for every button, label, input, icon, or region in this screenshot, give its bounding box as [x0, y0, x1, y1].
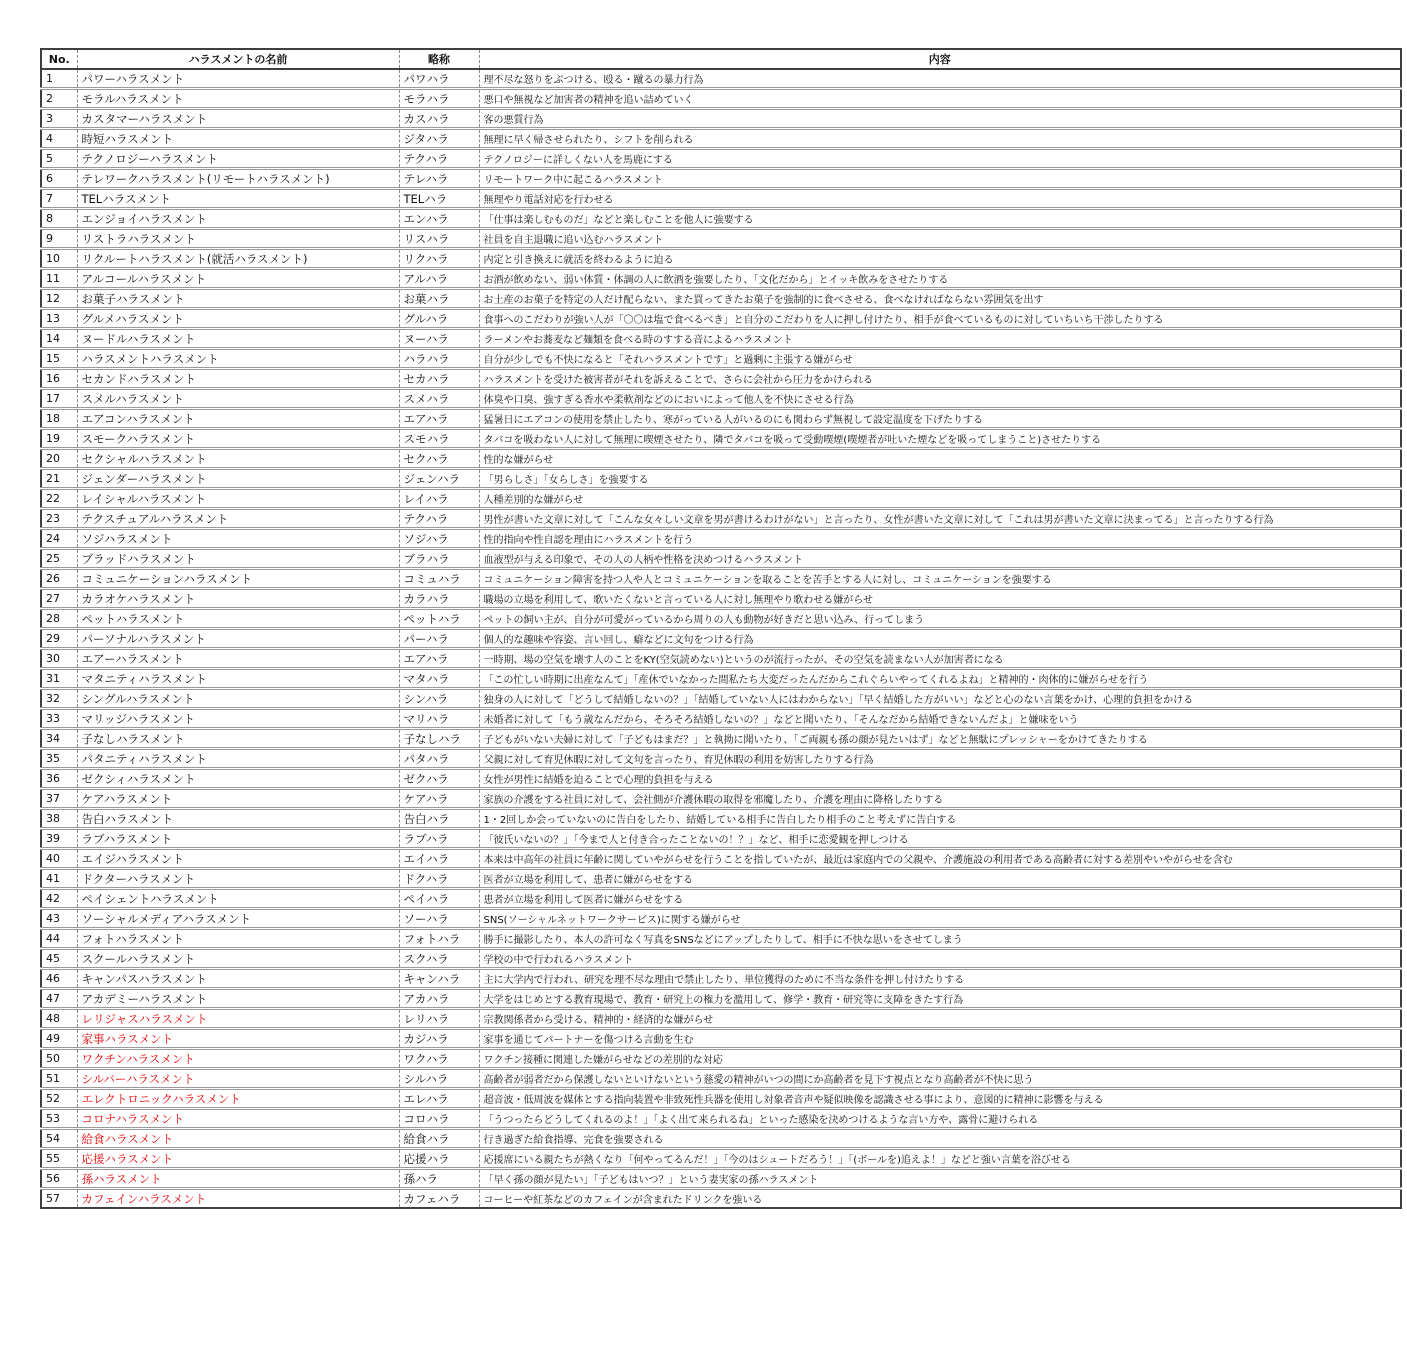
cell-no[interactable]: 5: [41, 149, 77, 169]
cell-abbreviation[interactable]: コロハラ: [399, 1109, 479, 1129]
table-row: [41, 369, 1401, 389]
table-row: [41, 969, 1401, 989]
cell-description[interactable]: 性的指向や性自認を理由にハラスメントを行う: [479, 529, 1401, 549]
cell-harassment-name[interactable]: レリジャスハラスメント: [77, 1009, 399, 1029]
cell-harassment-name[interactable]: エンジョイハラスメント: [77, 209, 399, 229]
cell-harassment-name[interactable]: リクルートハラスメント(就活ハラスメント): [77, 249, 399, 269]
cell-no[interactable]: 15: [41, 349, 77, 369]
cell-description[interactable]: ラーメンやお蕎麦など麺類を食べる時のすする音によるハラスメント: [479, 329, 1401, 349]
cell-harassment-name[interactable]: 孫ハラスメント: [77, 1169, 399, 1189]
cell-no[interactable]: 39: [41, 829, 77, 849]
cell-harassment-name[interactable]: 応援ハラスメント: [77, 1149, 399, 1169]
cell-harassment-name[interactable]: カラオケハラスメント: [77, 589, 399, 609]
cell-no[interactable]: 1: [41, 69, 77, 89]
cell-no[interactable]: 46: [41, 969, 77, 989]
header-row: [41, 49, 1401, 69]
cell-no[interactable]: 41: [41, 869, 77, 889]
table-row: [41, 909, 1401, 929]
table-row: [41, 449, 1401, 469]
table-row: [41, 1049, 1401, 1069]
table-row: [41, 1029, 1401, 1049]
table-row: [41, 1149, 1401, 1169]
cell-description[interactable]: 悪口や無視など加害者の精神を追い詰めていく: [479, 89, 1401, 109]
cell-description[interactable]: お酒が飲めない、弱い体質・体調の人に飲酒を強要したり、「文化だから」とイッキ飲みをさせたりする: [479, 269, 1401, 289]
table-row: [41, 209, 1401, 229]
cell-no[interactable]: 21: [41, 469, 77, 489]
cell-abbreviation[interactable]: レリハラ: [399, 1009, 479, 1029]
cell-description[interactable]: 「仕事は楽しむものだ」などと楽しむことを他人に強要する: [479, 209, 1401, 229]
cell-harassment-name[interactable]: ジェンダーハラスメント: [77, 469, 399, 489]
cell-no[interactable]: 25: [41, 549, 77, 569]
cell-no[interactable]: 51: [41, 1069, 77, 1089]
cell-abbreviation[interactable]: 応援ハラ: [399, 1149, 479, 1169]
cell-abbreviation[interactable]: キャンハラ: [399, 969, 479, 989]
cell-harassment-name[interactable]: テレワークハラスメント(リモートハラスメント): [77, 169, 399, 189]
table-row: [41, 869, 1401, 889]
cell-no[interactable]: 31: [41, 669, 77, 689]
cell-abbreviation[interactable]: 孫ハラ: [399, 1169, 479, 1189]
cell-no[interactable]: 13: [41, 309, 77, 329]
table-row: [41, 1109, 1401, 1129]
cell-harassment-name[interactable]: エアコンハラスメント: [77, 409, 399, 429]
cell-description[interactable]: 「男らしさ」「女らしさ」を強要する: [479, 469, 1401, 489]
cell-abbreviation[interactable]: ジェンハラ: [399, 469, 479, 489]
cell-description[interactable]: 猛暑日にエアコンの使用を禁止したり、寒がっている人がいるのにも関わらず無視して設定温度を下げたりする: [479, 409, 1401, 429]
cell-description[interactable]: 主に大学内で行われ、研究を理不尽な理由で禁止したり、単位獲得のために不当な条件を押し付けたりする: [479, 969, 1401, 989]
cell-no[interactable]: 22: [41, 489, 77, 509]
cell-description[interactable]: 自分が少しでも不快になると「それハラスメントです」と過剰に主張する嫌がらせ: [479, 349, 1401, 369]
cell-description[interactable]: お土産のお菓子を特定の人だけ配らない、また買ってきたお菓子を強制的に食べさせる、食べなければならない雰囲気を出す: [479, 289, 1401, 309]
cell-abbreviation[interactable]: ブラハラ: [399, 549, 479, 569]
cell-description[interactable]: 一時期、場の空気を壊す人のことをKY(空気読めない)というのが流行ったが、その空気を読まない人が加害者になる: [479, 649, 1401, 669]
cell-abbreviation[interactable]: セカハラ: [399, 369, 479, 389]
table-row: [41, 109, 1401, 129]
cell-harassment-name[interactable]: 家事ハラスメント: [77, 1029, 399, 1049]
table-row: [41, 349, 1401, 369]
cell-abbreviation[interactable]: パーハラ: [399, 629, 479, 649]
cell-abbreviation[interactable]: スメハラ: [399, 389, 479, 409]
cell-description[interactable]: 「彼氏いないの？」「今まで人と付き合ったことないの！？」など、相手に恋愛観を押しつける: [479, 829, 1401, 849]
cell-no[interactable]: 43: [41, 909, 77, 929]
cell-abbreviation[interactable]: 子なしハラ: [399, 729, 479, 749]
cell-no[interactable]: 4: [41, 129, 77, 149]
cell-description[interactable]: 家事を通じてパートナーを傷つける言動を生む: [479, 1029, 1401, 1049]
cell-no[interactable]: 8: [41, 209, 77, 229]
cell-no[interactable]: 27: [41, 589, 77, 609]
cell-description[interactable]: テクノロジーに詳しくない人を馬鹿にする: [479, 149, 1401, 169]
cell-harassment-name[interactable]: リストラハラスメント: [77, 229, 399, 249]
table-row: [41, 149, 1401, 169]
cell-description[interactable]: 人種差別的な嫌がらせ: [479, 489, 1401, 509]
table-row: [41, 729, 1401, 749]
table-row: [41, 989, 1401, 1009]
table-row: [41, 249, 1401, 269]
cell-description[interactable]: タバコを吸わない人に対して無理に喫煙させたり、隣でタバコを吸って受動喫煙(喫煙者が吐いた煙などを吸ってしまうこと)させたりする: [479, 429, 1401, 449]
table-row: [41, 309, 1401, 329]
cell-abbreviation[interactable]: ソーハラ: [399, 909, 479, 929]
cell-harassment-name[interactable]: TELハラスメント: [77, 189, 399, 209]
cell-no[interactable]: 49: [41, 1029, 77, 1049]
table-row: [41, 389, 1401, 409]
cell-harassment-name[interactable]: スクールハラスメント: [77, 949, 399, 969]
cell-abbreviation[interactable]: ペイハラ: [399, 889, 479, 909]
cell-harassment-name[interactable]: モラルハラスメント: [77, 89, 399, 109]
cell-harassment-name[interactable]: カフェインハラスメント: [77, 1189, 399, 1209]
cell-abbreviation[interactable]: モラハラ: [399, 89, 479, 109]
spreadsheet: [40, 48, 1402, 1209]
cell-description[interactable]: 独身の人に対して「どうして結婚しないの？」「結婚していない人にはわからない」「早く結婚した方がいい」などと心のない言葉をかけ、心理的負担をかける: [479, 689, 1401, 709]
cell-abbreviation[interactable]: スクハラ: [399, 949, 479, 969]
table-row: [41, 1089, 1401, 1109]
cell-abbreviation[interactable]: お菓ハラ: [399, 289, 479, 309]
cell-description[interactable]: 男性が書いた文章に対して「こんな女々しい文章を男が書けるわけがない」と言ったり、女性が書いた文章に対して「これは男が書いた文章に決まってる」と言ったりする行為: [479, 509, 1401, 529]
table-row: [41, 549, 1401, 569]
table-row: [41, 849, 1401, 869]
cell-description[interactable]: 社員を自主退職に追い込むハラスメント: [479, 229, 1401, 249]
cell-description[interactable]: 大学をはじめとする教育現場で、教育・研究上の権力を濫用して、修学・教育・研究等に支障をきたす行為: [479, 989, 1401, 1009]
cell-abbreviation[interactable]: エイハラ: [399, 849, 479, 869]
table-body: [41, 69, 1401, 1208]
cell-no[interactable]: 18: [41, 409, 77, 429]
cell-abbreviation[interactable]: ジタハラ: [399, 129, 479, 149]
table-row: [41, 169, 1401, 189]
cell-harassment-name[interactable]: カスタマーハラスメント: [77, 109, 399, 129]
cell-description[interactable]: 客の悪質行為: [479, 109, 1401, 129]
table-row: [41, 489, 1401, 509]
cell-harassment-name[interactable]: ラブハラスメント: [77, 829, 399, 849]
cell-description[interactable]: 家族の介護をする社員に対して、会社側が介護休暇の取得を邪魔したり、介護を理由に降格したりする: [479, 789, 1401, 809]
cell-no[interactable]: 2: [41, 89, 77, 109]
cell-no[interactable]: 23: [41, 509, 77, 529]
cell-abbreviation[interactable]: カラハラ: [399, 589, 479, 609]
cell-harassment-name[interactable]: ヌードルハラスメント: [77, 329, 399, 349]
cell-no[interactable]: 17: [41, 389, 77, 409]
cell-harassment-name[interactable]: コロナハラスメント: [77, 1109, 399, 1129]
cell-harassment-name[interactable]: パタニティハラスメント: [77, 749, 399, 769]
table-row: [41, 409, 1401, 429]
cell-description[interactable]: 食事へのこだわりが強い人が「〇〇は塩で食べるべき」と自分のこだわりを人に押し付けたり、相手が食べているものに対していちいち干渉したりする: [479, 309, 1401, 329]
cell-harassment-name[interactable]: テクスチュアルハラスメント: [77, 509, 399, 529]
cell-harassment-name[interactable]: アルコールハラスメント: [77, 269, 399, 289]
cell-description[interactable]: 勝手に撮影したり、本人の許可なく写真をSNSなどにアップしたりして、相手に不快な思いをさせてしまう: [479, 929, 1401, 949]
cell-abbreviation[interactable]: シルハラ: [399, 1069, 479, 1089]
cell-harassment-name[interactable]: セカンドハラスメント: [77, 369, 399, 389]
cell-harassment-name[interactable]: スモークハラスメント: [77, 429, 399, 449]
table-row: [41, 129, 1401, 149]
cell-abbreviation[interactable]: シンハラ: [399, 689, 479, 709]
cell-description[interactable]: 血液型が与える印象で、その人の人柄や性格を決めつけるハラスメント: [479, 549, 1401, 569]
cell-no[interactable]: 34: [41, 729, 77, 749]
cell-description[interactable]: 学校の中で行われるハラスメント: [479, 949, 1401, 969]
cell-abbreviation[interactable]: パワハラ: [399, 69, 479, 89]
cell-description[interactable]: 応援席にいる親たちが熱くなり「何やってるんだ！」「今のはシュートだろう！」「(ボールを)追えよ！」などと強い言葉を浴びせる: [479, 1149, 1401, 1169]
cell-abbreviation[interactable]: ヌーハラ: [399, 329, 479, 349]
cell-harassment-name[interactable]: マタニティハラスメント: [77, 669, 399, 689]
cell-harassment-name[interactable]: ペイシェントハラスメント: [77, 889, 399, 909]
cell-harassment-name[interactable]: シングルハラスメント: [77, 689, 399, 709]
cell-no[interactable]: 36: [41, 769, 77, 789]
table-row: [41, 769, 1401, 789]
cell-abbreviation[interactable]: アルハラ: [399, 269, 479, 289]
cell-no[interactable]: 52: [41, 1089, 77, 1109]
table-row: [41, 1069, 1401, 1089]
cell-abbreviation[interactable]: ラブハラ: [399, 829, 479, 849]
table-row: [41, 469, 1401, 489]
cell-description[interactable]: 体臭や口臭、強すぎる香水や柔軟剤などのにおいによって他人を不快にさせる行為: [479, 389, 1401, 409]
cell-no[interactable]: 44: [41, 929, 77, 949]
cell-no[interactable]: 35: [41, 749, 77, 769]
cell-no[interactable]: 55: [41, 1149, 77, 1169]
cell-abbreviation[interactable]: テレハラ: [399, 169, 479, 189]
cell-harassment-name[interactable]: パワーハラスメント: [77, 69, 399, 89]
cell-harassment-name[interactable]: ハラスメントハラスメント: [77, 349, 399, 369]
cell-no[interactable]: 14: [41, 329, 77, 349]
table-row: [41, 1169, 1401, 1189]
cell-abbreviation[interactable]: エンハラ: [399, 209, 479, 229]
cell-harassment-name[interactable]: テクノロジーハラスメント: [77, 149, 399, 169]
cell-abbreviation[interactable]: TELハラ: [399, 189, 479, 209]
cell-description[interactable]: ペットの飼い主が、自分が可愛がっているから周りの人も動物が好きだと思い込み、行ってしまう: [479, 609, 1401, 629]
cell-abbreviation[interactable]: 告白ハラ: [399, 809, 479, 829]
cell-harassment-name[interactable]: エレクトロニックハラスメント: [77, 1089, 399, 1109]
cell-abbreviation[interactable]: ケアハラ: [399, 789, 479, 809]
cell-no[interactable]: 24: [41, 529, 77, 549]
cell-abbreviation[interactable]: アカハラ: [399, 989, 479, 1009]
cell-no[interactable]: 32: [41, 689, 77, 709]
cell-abbreviation[interactable]: ワクハラ: [399, 1049, 479, 1069]
cell-harassment-name[interactable]: ソジハラスメント: [77, 529, 399, 549]
cell-no[interactable]: 53: [41, 1109, 77, 1129]
table-row: [41, 929, 1401, 949]
table-row: [41, 429, 1401, 449]
cell-no[interactable]: 37: [41, 789, 77, 809]
cell-harassment-name[interactable]: 子なしハラスメント: [77, 729, 399, 749]
cell-description[interactable]: リモートワーク中に起こるハラスメント: [479, 169, 1401, 189]
cell-no[interactable]: 57: [41, 1189, 77, 1209]
cell-harassment-name[interactable]: シルバーハラスメント: [77, 1069, 399, 1089]
column-header-no[interactable]: No.: [41, 49, 77, 69]
cell-description[interactable]: 本来は中高年の社員に年齢に関していやがらせを行うことを指していたが、最近は家庭内での父親や、介護施設の利用者である高齢者に対する差別やいやがらせを含む: [479, 849, 1401, 869]
cell-description[interactable]: 職場の立場を利用して、歌いたくないと言っている人に対し無理やり歌わせる嫌がらせ: [479, 589, 1401, 609]
cell-no[interactable]: 29: [41, 629, 77, 649]
column-header-name[interactable]: ハラスメントの名前: [77, 49, 399, 69]
cell-abbreviation[interactable]: カジハラ: [399, 1029, 479, 1049]
cell-abbreviation[interactable]: カスハラ: [399, 109, 479, 129]
table-row: [41, 229, 1401, 249]
cell-description[interactable]: 超音波・低周波を媒体とする指向装置や非致死性兵器を使用し対象者音声や疑似映像を認識させる事により、意図的に精神に影響を与える: [479, 1089, 1401, 1109]
cell-description[interactable]: 「この忙しい時期に出産なんて」「産休でいなかった間私たち大変だったんだからこれぐらいやってくれるよね」と精神的・肉体的に嫌がらせを行う: [479, 669, 1401, 689]
cell-description[interactable]: 無理やり電話対応を行わせる: [479, 189, 1401, 209]
cell-no[interactable]: 20: [41, 449, 77, 469]
cell-no[interactable]: 38: [41, 809, 77, 829]
cell-abbreviation[interactable]: マリハラ: [399, 709, 479, 729]
cell-no[interactable]: 12: [41, 289, 77, 309]
column-header-desc[interactable]: 内容: [479, 49, 1401, 69]
cell-description[interactable]: 内定と引き換えに就活を終わるように迫る: [479, 249, 1401, 269]
cell-no[interactable]: 10: [41, 249, 77, 269]
table-row: [41, 749, 1401, 769]
cell-description[interactable]: 個人的な趣味や容姿、言い回し、癖などに文句をつける行為: [479, 629, 1401, 649]
cell-abbreviation[interactable]: リスハラ: [399, 229, 479, 249]
cell-abbreviation[interactable]: ペットハラ: [399, 609, 479, 629]
cell-harassment-name[interactable]: レイシャルハラスメント: [77, 489, 399, 509]
cell-no[interactable]: 47: [41, 989, 77, 1009]
cell-description[interactable]: 理不尽な怒りをぶつける、殴る・蹴るの暴力行為: [479, 69, 1401, 89]
cell-no[interactable]: 28: [41, 609, 77, 629]
cell-abbreviation[interactable]: テクハラ: [399, 509, 479, 529]
cell-description[interactable]: 性的な嫌がらせ: [479, 449, 1401, 469]
table-row: [41, 589, 1401, 609]
cell-abbreviation[interactable]: カフェハラ: [399, 1189, 479, 1209]
cell-harassment-name[interactable]: グルメハラスメント: [77, 309, 399, 329]
table-row: [41, 89, 1401, 109]
table-row: [41, 629, 1401, 649]
table-row: [41, 1189, 1401, 1209]
cell-abbreviation[interactable]: エアハラ: [399, 649, 479, 669]
cell-description[interactable]: 患者が立場を利用して医者に嫌がらせをする: [479, 889, 1401, 909]
cell-abbreviation[interactable]: マタハラ: [399, 669, 479, 689]
table-row: [41, 329, 1401, 349]
cell-abbreviation[interactable]: エアハラ: [399, 409, 479, 429]
cell-no[interactable]: 6: [41, 169, 77, 189]
table-row: [41, 689, 1401, 709]
cell-harassment-name[interactable]: ペットハラスメント: [77, 609, 399, 629]
cell-harassment-name[interactable]: アカデミーハラスメント: [77, 989, 399, 1009]
cell-abbreviation[interactable]: セクハラ: [399, 449, 479, 469]
cell-abbreviation[interactable]: グルハラ: [399, 309, 479, 329]
cell-no[interactable]: 33: [41, 709, 77, 729]
cell-no[interactable]: 45: [41, 949, 77, 969]
table-row: [41, 509, 1401, 529]
table-row: [41, 709, 1401, 729]
cell-harassment-name[interactable]: 告白ハラスメント: [77, 809, 399, 829]
cell-abbreviation[interactable]: スモハラ: [399, 429, 479, 449]
cell-abbreviation[interactable]: フォトハラ: [399, 929, 479, 949]
cell-abbreviation[interactable]: 給食ハラ: [399, 1129, 479, 1149]
table-row: [41, 569, 1401, 589]
cell-harassment-name[interactable]: 給食ハラスメント: [77, 1129, 399, 1149]
cell-harassment-name[interactable]: ゼクシィハラスメント: [77, 769, 399, 789]
cell-no[interactable]: 26: [41, 569, 77, 589]
cell-description[interactable]: 子どもがいない夫婦に対して「子どもはまだ？」と執拗に聞いたり、「ご両親も孫の顔が見たいはず」などと無駄にプレッシャーをかけてきたりする: [479, 729, 1401, 749]
cell-abbreviation[interactable]: ソジハラ: [399, 529, 479, 549]
cell-harassment-name[interactable]: コミュニケーションハラスメント: [77, 569, 399, 589]
table-row: [41, 609, 1401, 629]
cell-no[interactable]: 48: [41, 1009, 77, 1029]
table-row: [41, 269, 1401, 289]
cell-abbreviation[interactable]: コミュハラ: [399, 569, 479, 589]
cell-harassment-name[interactable]: ソーシャルメディアハラスメント: [77, 909, 399, 929]
table-row: [41, 649, 1401, 669]
cell-description[interactable]: 行き過ぎた給食指導、完食を強要される: [479, 1129, 1401, 1149]
cell-description[interactable]: ワクチン接種に関連した嫌がらせなどの差別的な対応: [479, 1049, 1401, 1069]
cell-no[interactable]: 50: [41, 1049, 77, 1069]
cell-description[interactable]: 父親に対して育児休暇に対して文句を言ったり、育児休暇の利用を妨害したりする行為: [479, 749, 1401, 769]
cell-no[interactable]: 42: [41, 889, 77, 909]
cell-abbreviation[interactable]: パタハラ: [399, 749, 479, 769]
cell-harassment-name[interactable]: パーソナルハラスメント: [77, 629, 399, 649]
table-row: [41, 69, 1401, 89]
table-row: [41, 529, 1401, 549]
cell-harassment-name[interactable]: ケアハラスメント: [77, 789, 399, 809]
cell-abbreviation[interactable]: リクハラ: [399, 249, 479, 269]
harassment-table: [40, 48, 1402, 1209]
cell-harassment-name[interactable]: ブラッドハラスメント: [77, 549, 399, 569]
cell-description[interactable]: 女性が男性に結婚を迫ることで心理的負担を与える: [479, 769, 1401, 789]
cell-harassment-name[interactable]: マリッジハラスメント: [77, 709, 399, 729]
cell-harassment-name[interactable]: フォトハラスメント: [77, 929, 399, 949]
cell-harassment-name[interactable]: ドクターハラスメント: [77, 869, 399, 889]
cell-description[interactable]: 未婚者に対して「もう歳なんだから、そろそろ結婚しないの？」などと聞いたり、「そんなだから結婚できないんだよ」と嫌味をいう: [479, 709, 1401, 729]
table-row: [41, 829, 1401, 849]
cell-harassment-name[interactable]: ワクチンハラスメント: [77, 1049, 399, 1069]
cell-description[interactable]: ハラスメントを受けた被害者がそれを訴えることで、さらに会社から圧力をかけられる: [479, 369, 1401, 389]
table-row: [41, 949, 1401, 969]
table-row: [41, 889, 1401, 909]
cell-abbreviation[interactable]: ドクハラ: [399, 869, 479, 889]
table-row: [41, 669, 1401, 689]
cell-description[interactable]: 無理に早く帰させられたり、シフトを削られる: [479, 129, 1401, 149]
cell-no[interactable]: 3: [41, 109, 77, 129]
table-row: [41, 189, 1401, 209]
cell-no[interactable]: 54: [41, 1129, 77, 1149]
cell-abbreviation[interactable]: テクハラ: [399, 149, 479, 169]
table-row: [41, 1009, 1401, 1029]
cell-no[interactable]: 56: [41, 1169, 77, 1189]
cell-no[interactable]: 7: [41, 189, 77, 209]
cell-harassment-name[interactable]: キャンパスハラスメント: [77, 969, 399, 989]
cell-harassment-name[interactable]: セクシャルハラスメント: [77, 449, 399, 469]
cell-description[interactable]: 「早く孫の顔が見たい」「子どもはいつ？」という妻実家の孫ハラスメント: [479, 1169, 1401, 1189]
cell-description[interactable]: 宗教関係者から受ける、精神的・経済的な嫌がらせ: [479, 1009, 1401, 1029]
table-row: [41, 809, 1401, 829]
column-header-abbr[interactable]: 略称: [399, 49, 479, 69]
cell-no[interactable]: 30: [41, 649, 77, 669]
cell-no[interactable]: 19: [41, 429, 77, 449]
cell-description[interactable]: コーヒーや紅茶などのカフェインが含まれたドリンクを強いる: [483, 1195, 763, 1206]
cell-description[interactable]: 高齢者が弱者だから保護しないといけないという慈愛の精神がいつの間にか高齢者を見下す視点となり高齢者が不快に思う: [479, 1069, 1401, 1089]
cell-description[interactable]: 1・2回しか会っていないのに告白をしたり、結婚している相手に告白したり相手のこと考えずに告白する: [479, 809, 1401, 829]
table-row: [41, 1129, 1401, 1149]
cell-abbreviation[interactable]: レイハラ: [399, 489, 479, 509]
cell-harassment-name[interactable]: 時短ハラスメント: [77, 129, 399, 149]
cell-description[interactable]: 「うつったらどうしてくれるのよ！」「よく出て来られるね」といった感染を決めつけるような言い方や、露骨に避けられる: [479, 1109, 1401, 1129]
cell-description[interactable]: 医者が立場を利用して、患者に嫌がらせをする: [479, 869, 1401, 889]
cell-abbreviation[interactable]: ハラハラ: [399, 349, 479, 369]
cell-no[interactable]: 9: [41, 229, 77, 249]
cell-harassment-name[interactable]: エイジハラスメント: [77, 849, 399, 869]
cell-description[interactable]: SNS(ソーシャルネットワークサービス)に関する嫌がらせ: [479, 909, 1401, 929]
table-row: [41, 289, 1401, 309]
cell-abbreviation[interactable]: エレハラ: [399, 1089, 479, 1109]
cell-abbreviation[interactable]: ゼクハラ: [399, 769, 479, 789]
cell-harassment-name[interactable]: スメルハラスメント: [77, 389, 399, 409]
cell-no[interactable]: 40: [41, 849, 77, 869]
cell-harassment-name[interactable]: お菓子ハラスメント: [77, 289, 399, 309]
cell-no[interactable]: 11: [41, 269, 77, 289]
table-row: [41, 789, 1401, 809]
cell-description[interactable]: コミュニケーション障害を持つ人や人とコミュニケーションを取ることを苦手とする人に対し、コミュニケーションを強要する: [479, 569, 1401, 589]
cell-harassment-name[interactable]: エアーハラスメント: [77, 649, 399, 669]
cell-no[interactable]: 16: [41, 369, 77, 389]
